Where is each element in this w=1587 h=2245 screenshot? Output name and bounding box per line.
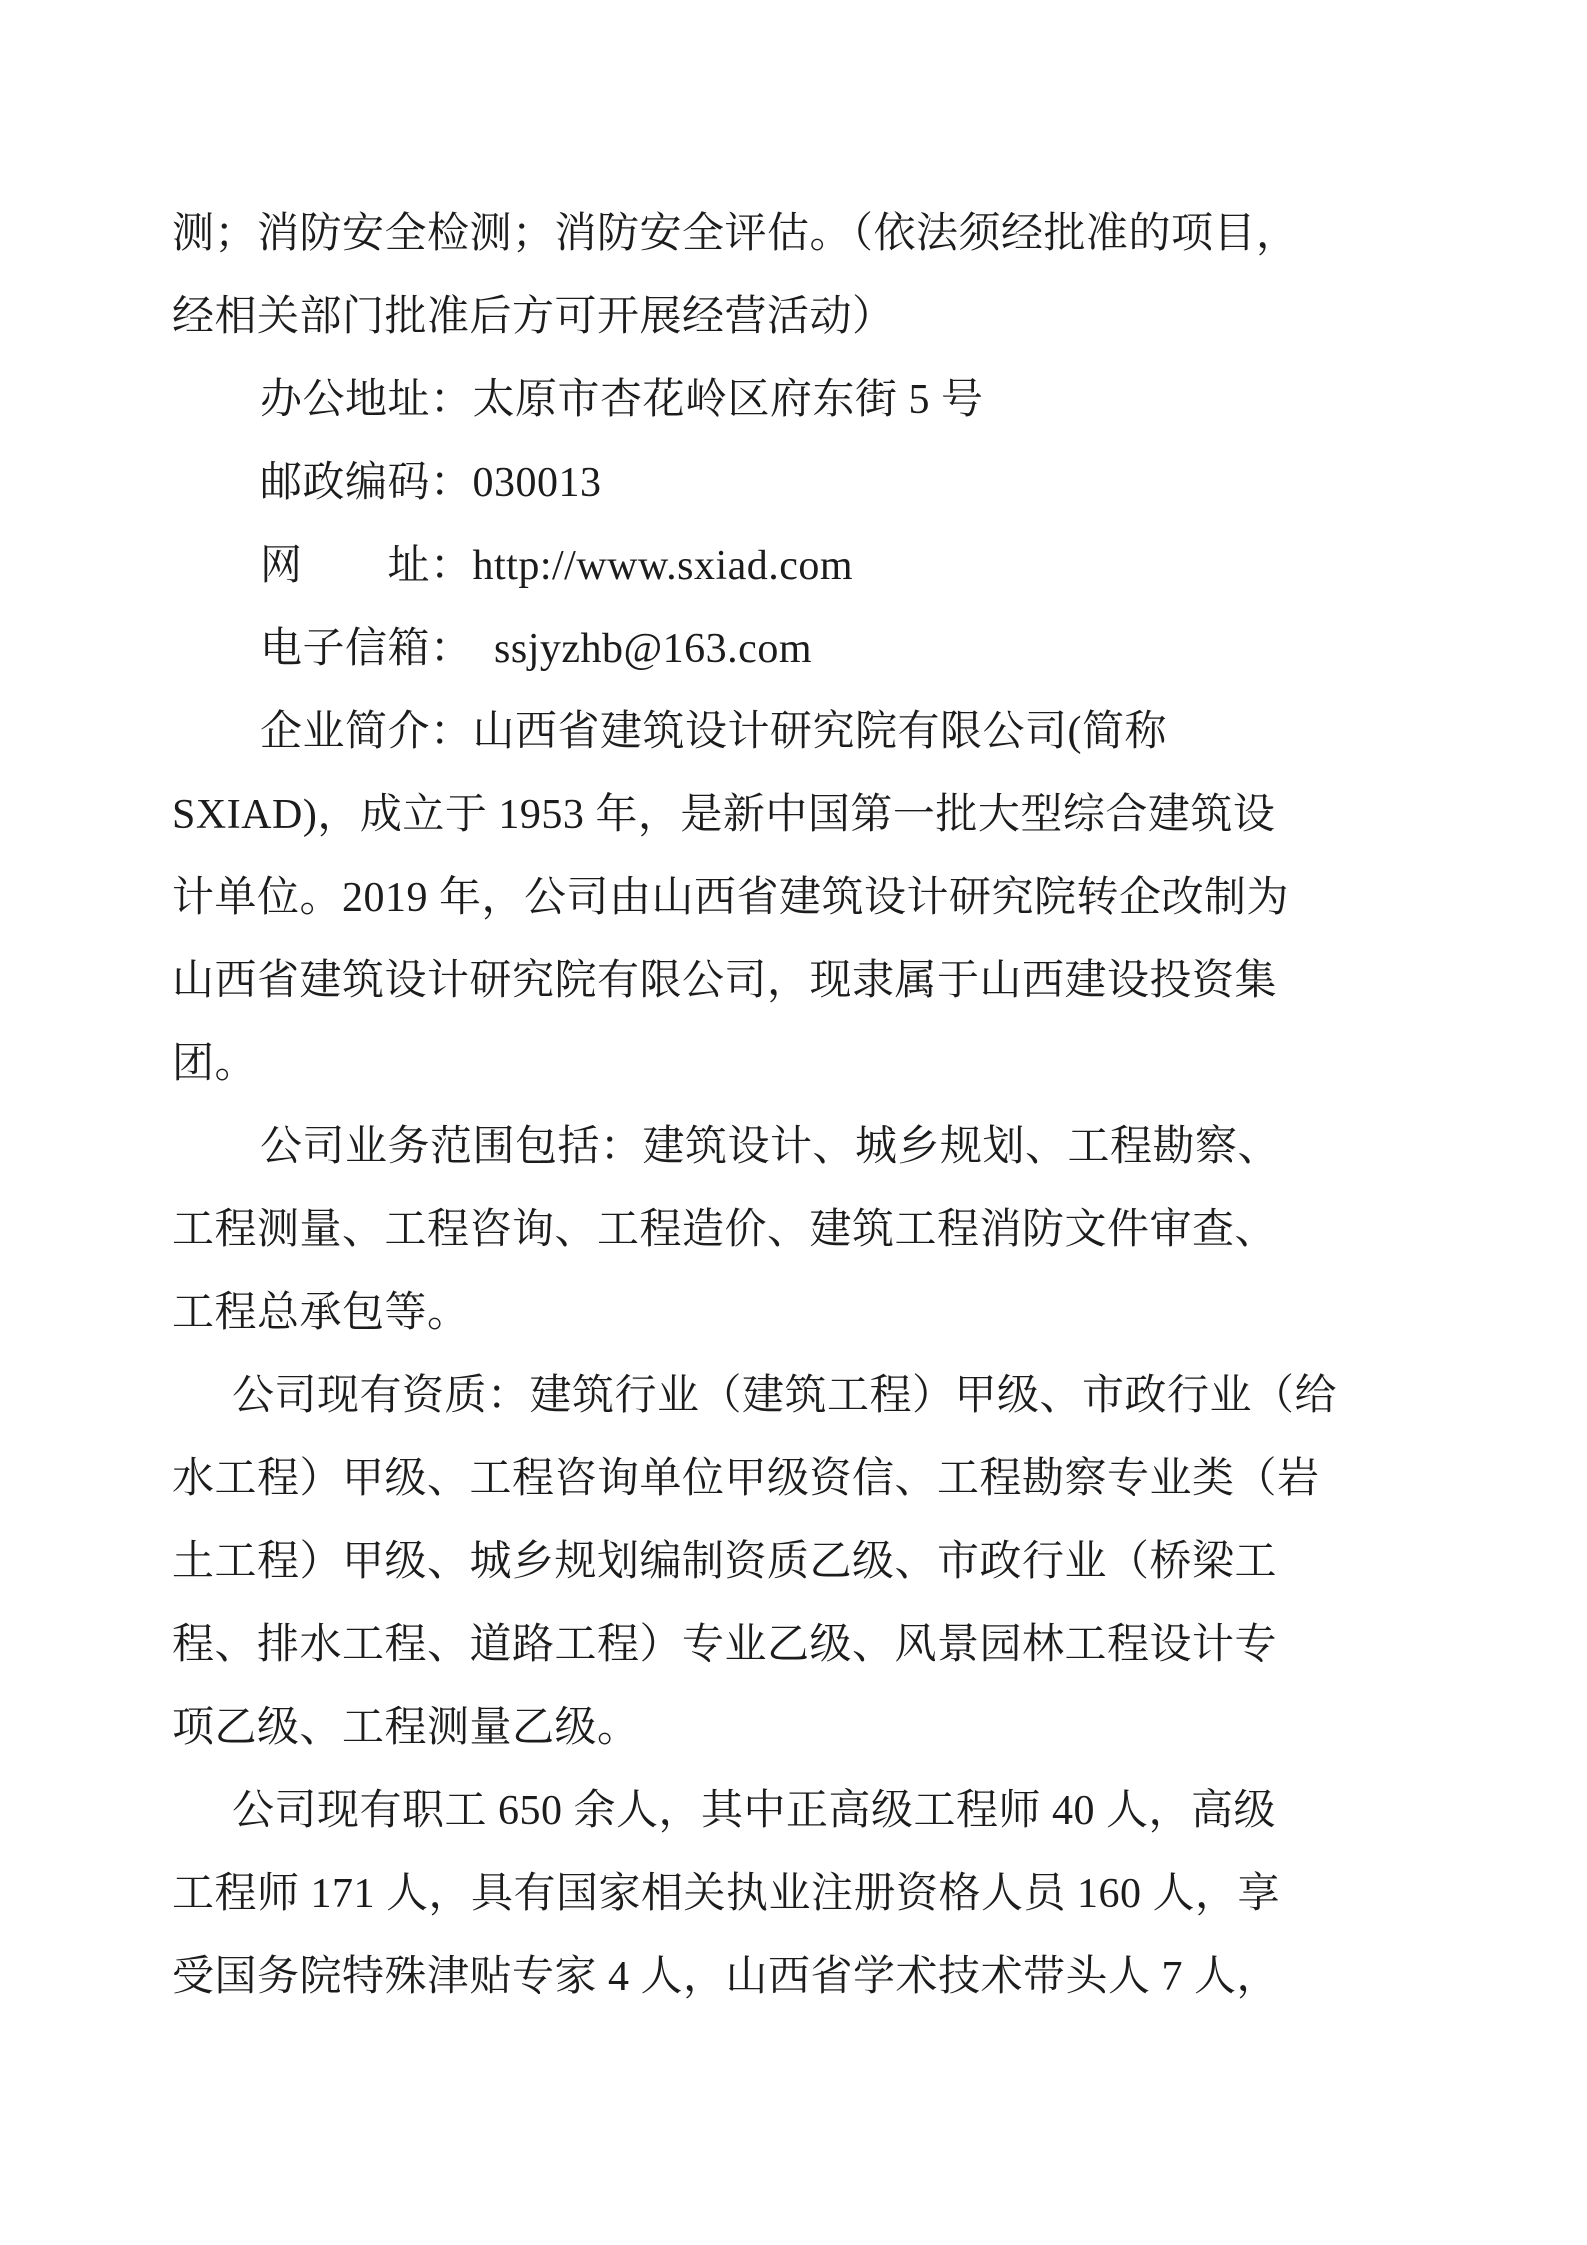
document-text-block bbox=[172, 193, 1422, 2019]
business-range-line-3: 工程总承包等。 bbox=[172, 1290, 470, 1336]
qualifications-line-5: 项乙级、工程测量乙级。 bbox=[172, 1705, 640, 1751]
staff-line-3: 受国务院特殊津贴专家 4 人，山西省学术技术带头人 7 人， bbox=[172, 1954, 1280, 2000]
website-line: 网 址：http://www.sxiad.com bbox=[260, 543, 854, 589]
qualifications-line-4: 程、排水工程、道路工程）专业乙级、风景园林工程设计专 bbox=[172, 1622, 1278, 1668]
business-scope-continuation-line-2: 经相关部门批准后方可开展经营活动） bbox=[172, 294, 895, 340]
business-range-line-2: 工程测量、工程咨询、工程造价、建筑工程消防文件审查、 bbox=[172, 1207, 1278, 1253]
qualifications-line-3: 土工程）甲级、城乡规划编制资质乙级、市政行业（桥梁工 bbox=[172, 1539, 1278, 1585]
company-intro-line-2: SXIAD)，成立于 1953 年，是新中国第一批大型综合建筑设 bbox=[172, 792, 1276, 838]
email-line: 电子信箱： ssjyzhb@163.com bbox=[260, 626, 812, 672]
company-intro-line-5: 团。 bbox=[172, 1041, 258, 1087]
company-intro-line-4: 山西省建筑设计研究院有限公司，现隶属于山西建设投资集 bbox=[172, 958, 1278, 1004]
postal-code-line: 邮政编码：030013 bbox=[260, 460, 602, 506]
staff-line-1: 公司现有职工 650 余人，其中正高级工程师 40 人，高级 bbox=[232, 1788, 1277, 1834]
qualifications-line-1: 公司现有资质：建筑行业（建筑工程）甲级、市政行业（给 bbox=[232, 1373, 1338, 1419]
staff-line-2: 工程师 171 人，具有国家相关执业注册资格人员 160 人，享 bbox=[172, 1871, 1281, 1917]
company-intro-line-1: 企业简介：山西省建筑设计研究院有限公司(简称 bbox=[260, 709, 1167, 755]
office-address-line: 办公地址：太原市杏花岭区府东街 5 号 bbox=[260, 377, 984, 423]
business-range-line-1: 公司业务范围包括：建筑设计、城乡规划、工程勘察、 bbox=[260, 1124, 1281, 1170]
company-intro-line-3: 计单位。2019 年，公司由山西省建筑设计研究院转企改制为 bbox=[172, 875, 1290, 921]
business-scope-continuation-line-1: 测；消防安全检测；消防安全评估。（依法须经批准的项目， bbox=[172, 211, 1299, 257]
qualifications-line-2: 水工程）甲级、工程咨询单位甲级资信、工程勘察专业类（岩 bbox=[172, 1456, 1320, 1502]
